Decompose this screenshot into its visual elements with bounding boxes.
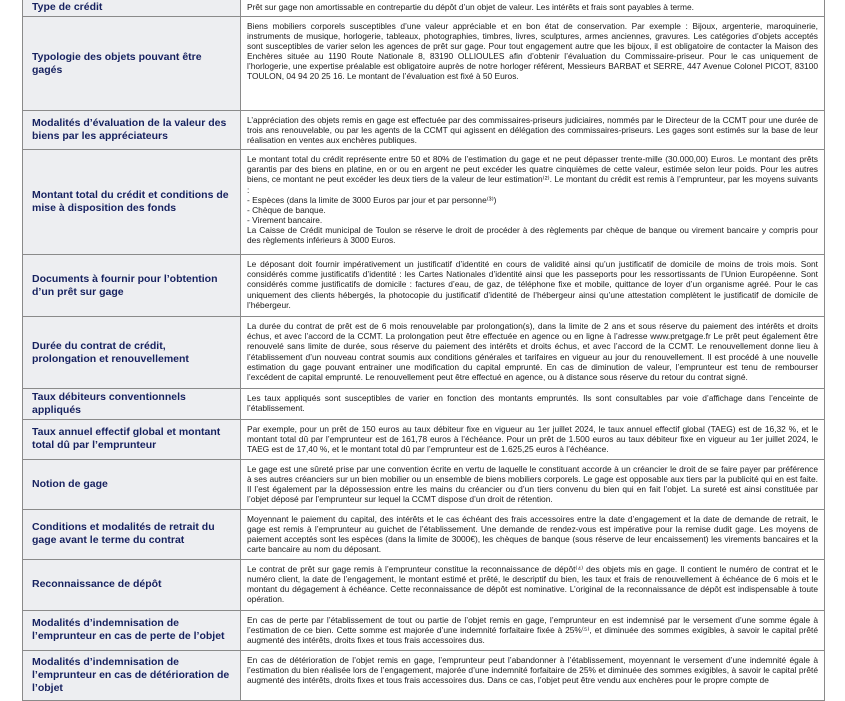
credit-conditions-table [22, 0, 825, 701]
paragraph: Biens mobiliers corporels susceptibles d’une valeur appréciable et en bon état de conservation. Par exemple : Bijoux, argenterie, maroquinerie, instruments de musique, horlogerie, tableaux, photographies, timbres, livres, sculptures, armes anciennes, gravures. Les catégories d’objets acceptés sont susceptibles de varier selon les agences de prêt sur gage. Pour tout engagement autre que les bijoux, il est obligatoire de contacter la Maison des Enchères située au 1190 Route Nationale 8, 83190 OLLIOULES afin d’obtenir l’évaluation du Commissaire-priseur. Pour le cas uniquement de l’horlogerie, une expertise préalable est obligatoire auprès de notre horloger référent, Messieurs BARBAT et SERRE, 447 Avenue Colonel PICOT, 83100 TOULON, 04 94 20 25 16. Le montant de l’évaluation est fixé à 50 Euros. [247, 21, 818, 82]
table-row [23, 150, 825, 255]
row-label: Type de crédit [23, 0, 241, 17]
paragraph: Le contrat de prêt sur gage remis à l’emprunteur constitue la reconnaissance de dépôt⁽⁴⁾ des objets mis en gage. Il contient le numéro de contrat et le numéro client, la date de l’engagement, le montant estimé et prêté, le descriptif du bien, les taux et frais de renouvellement à échéance de 6 mois et le montant du dégagement à échéance. Cette reconnaissance de dépôt est nominative. L’original de la reconnaissance de dépôt est indispensable à toute opération. [247, 563, 818, 604]
table-row [23, 459, 825, 509]
row-label: Taux annuel effectif global et montant total dû par l’emprunteur [23, 420, 241, 459]
row-label: Durée du contrat de crédit, prolongation et renouvellement [23, 317, 241, 389]
table-row [23, 17, 825, 111]
row-label: Modalités d’indemnisation de l’emprunteur en cas de détérioration de l’objet [23, 650, 241, 700]
paragraph: En cas de détérioration de l’objet remis en gage, l’emprunteur peut l’abandonner à l’établissement, moyennant le versement d’une indemnité égale à l’estimation du bien réalisée lors de l’engagement, majorée d’une indemnité forfaitaire de 25% et diminuée des sommes exigibles, à savoir le capital prêté augmenté des intérêts, droits fixes et tous frais accessoires dus. Dans ce cas, l’objet peut être vendu aux enchères pour le propre compte de [247, 654, 818, 685]
table-row [23, 559, 825, 610]
paragraph: La durée du contrat de prêt est de 6 mois renouvelable par prolongation(s), dans la limite de 2 ans et sous réserve du paiement des intérêts et droits échus, et avec l’accord de la CCMT. La prolongation peut être effectuée en agence ou en ligne à l’adresse www.pretgage.fr Le prêt peut également être renouvelé sans limite de durée, sous réserve du paiement des intérêts et droits échus, et avec l’accord de la CCMT. Le renouvellement donne lieu à l’établissement d’un nouveau contrat soumis aux conditions générales et tarifaires en vigueur au jour du renouvellement. Il est procédé à une nouvelle estimation du gage pouvant entrainer une modification du capital emprunté. En cas de diminution de valeur, l’emprunteur est tenu de rembourser l’excédent de capital emprunté. Le renouvellement peut être effectué en agence, ou à distance sous réserve du retour du contrat signé. [247, 321, 818, 382]
paragraph: Le montant total du crédit représente entre 50 et 80% de l’estimation du gage et ne peut dépasser trente-mille (30.000,00) Euros. Le montant des prêts garantis par des biens en platine, en or ou en argent ne peut excéder les quatre cinquièmes de cette valeur, estimée selon leur poids. Pour les autres biens, ce montant ne peut excéder les deux tiers de la valeur de leur estimation⁽²⁾. Le montant du crédit est remis à l’emprunteur, par les moyens suivants : [247, 154, 818, 195]
table-row [23, 317, 825, 389]
table-row [23, 111, 825, 150]
table-row [23, 255, 825, 317]
paragraph: L’appréciation des objets remis en gage est effectuée par des commissaires-priseurs judiciaires, nommés par le Directeur de la CCMT pour une durée de trois ans renouvelable, ou par les agents de la CCMT qui agissent en délégation des commissaires-priseurs. Les gages sont estimés sur la base de leur réalisation en ventes aux enchères publiques. [247, 115, 818, 146]
table-row [23, 610, 825, 650]
row-label: Modalités d’évaluation de la valeur des biens par les appréciateurs [23, 111, 241, 150]
table-row [23, 389, 825, 420]
paragraph: - Virement bancaire. [247, 214, 323, 225]
table-body [23, 0, 825, 700]
paragraph: - Espèces (dans la limite de 3000 Euros par jour et par personne⁽³⁾) [247, 194, 497, 205]
table-row [23, 509, 825, 559]
paragraph: La Caisse de Crédit municipal de Toulon se réserve le droit de procéder à des règlements par chèque de banque ou virement bancaire y compris pour des règlements inférieurs à 3000 Euros. [247, 224, 818, 246]
credit-information-sheet [22, 0, 824, 701]
row-label: Conditions et modalités de retrait du gage avant le terme du contrat [23, 509, 241, 559]
row-description [241, 509, 825, 559]
table-row [23, 650, 825, 700]
paragraph: Les taux appliqués sont susceptibles de varier en fonction des montants empruntés. Ils sont consultables par voie d’affichage dans l’enceinte de l’établissement. [247, 393, 818, 414]
paragraph: Prêt sur gage non amortissable en contrepartie du dépôt d’un objet de valeur. Les intérêts et frais sont payables à terme. [247, 2, 694, 13]
row-description [241, 459, 825, 509]
paragraph: - Chèque de banque. [247, 204, 326, 215]
paragraph: En cas de perte par l’établissement de tout ou partie de l’objet remis en gage, l’emprunteur en est indemnisé par le versement d’une somme égale à l’estimation de ce bien. Cette somme est majorée d’une indemnité forfaitaire fixée à 25%⁽⁵⁾, et diminuée des sommes exigibles, à savoir le capital prêté augmenté des intérêts, droits fixes et tous frais accessoires dus. [247, 614, 818, 645]
paragraph: Le déposant doit fournir impérativement un justificatif d’identité en cours de validité ainsi qu’un justificatif de domicile de moins de trois mois. Sont considérés comme justificatifs d’identité : les Cartes Nationales d’identité ainsi que les passeports pour les ressortissants de l’Union Européenne. Sont considérés comme justificatifs de domicile : factures d’eau, de gaz, de téléphone fixe et mobile, quittance de loyer d’un organisme agréé. Pour le cas uniquement des clients hébergés, la photocopie du justificatif d’identité de l’hébergeur ainsi qu’une attestation complètent le justificatif de domicile de l’hébergeur. [247, 259, 818, 310]
paragraph: Moyennant le paiement du capital, des intérêts et le cas échéant des frais accessoires entre la date d’engagement et la date de demande de retrait, le gage est remis à l’emprunteur au guichet de l’établissement. Une demande de rendez-vous est impérative pour la remise dudit gage. Les moyens de paiement acceptés sont les espèces (dans la limite de 3000€), les chèques de banque (sous réserve de leur encaissement) les virements bancaires et la carte bancaire au nom du déposant. [247, 513, 818, 554]
paragraph: Le gage est une sûreté prise par une convention écrite en vertu de laquelle le constituant accorde à un créancier le droit de se faire payer par préférence à ses autres créanciers sur un bien mobilier ou un ensemble de biens mobiliers corporels. Le gage est opposable aux tiers par la publicité qui en est faite. Il l’est également par la dépossession entre les mains du créancier ou d’un tiers convenu du bien qui en fait l’objet. La sureté est ainsi constituée par l’objet déposé par l’emprunteur sur lequel la CCMT dispose d’un droit de rétention. [247, 463, 818, 504]
table-row [23, 0, 825, 17]
row-description [241, 17, 825, 111]
row-label: Taux débiteurs conventionnels appliqués [23, 389, 241, 420]
row-description [241, 389, 825, 420]
row-description [241, 150, 825, 255]
row-description [241, 111, 825, 150]
row-description [241, 610, 825, 650]
table-row [23, 420, 825, 459]
row-description [241, 0, 825, 17]
row-description [241, 650, 825, 700]
row-label: Notion de gage [23, 459, 241, 509]
row-label: Reconnaissance de dépôt [23, 559, 241, 610]
row-description [241, 420, 825, 459]
row-label: Montant total du crédit et conditions de mise à disposition des fonds [23, 150, 241, 255]
row-description [241, 317, 825, 389]
row-label: Documents à fournir pour l’obtention d’un prêt sur gage [23, 255, 241, 317]
row-description [241, 559, 825, 610]
paragraph: Par exemple, pour un prêt de 150 euros au taux débiteur fixe en vigueur au 1er juillet 2024, le taux annuel effectif global (TAEG) est de 16,32 %, et le montant total dû par l’emprunteur est de 161,78 euros à l’échéance. Pour un prêt de 1.500 euros au taux débiteur fixe en vigueur au 1er juillet 2024, le TAEG est de 17,40 %, et le montant total dû par l’emprunteur est de 1.625,25 euros à l’échéance. [247, 424, 818, 455]
row-label: Typologie des objets pouvant être gagés [23, 17, 241, 111]
row-label: Modalités d’indemnisation de l’emprunteur en cas de perte de l’objet [23, 610, 241, 650]
row-description [241, 255, 825, 317]
